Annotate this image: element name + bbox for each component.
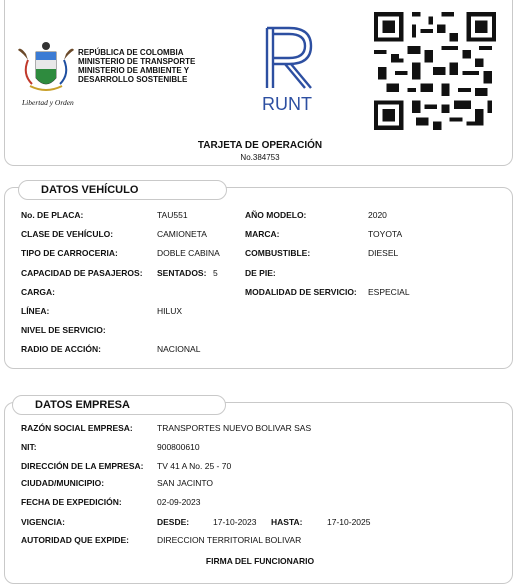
card-title: TARJETA DE OPERACIÓN xyxy=(197,140,323,151)
seated-label: SENTADOS: xyxy=(157,268,207,278)
body-value: DOBLE CABINA xyxy=(157,248,220,258)
gov-line: MINISTERIO DE TRANSPORTE xyxy=(78,57,196,66)
qr-code xyxy=(374,12,496,130)
authority-value: DIRECCION TERRITORIAL BOLIVAR xyxy=(157,535,302,545)
company-section-title: DATOS EMPRESA xyxy=(12,395,226,415)
nit-value: 900800610 xyxy=(157,442,200,452)
fuel-label: COMBUSTIBLE: xyxy=(245,248,311,258)
valid-to-label: HASTA: xyxy=(271,517,303,527)
address-value: TV 41 A No. 25 - 70 xyxy=(157,461,232,471)
validity-label: VIGENCIA: xyxy=(21,517,65,527)
motto-text: Libertad y Orden xyxy=(22,98,74,107)
vehicle-section-title: DATOS VEHÍCULO xyxy=(18,180,227,200)
authority-label: AUTORIDAD QUE EXPIDE: xyxy=(21,535,129,545)
class-label: CLASE DE VEHÍCULO: xyxy=(21,229,114,239)
fuel-value: DIESEL xyxy=(368,248,399,258)
company-name-value: TRANSPORTES NUEVO BOLIVAR SAS xyxy=(157,423,312,433)
city-label: CIUDAD/MUNICIPIO: xyxy=(21,478,105,488)
capacity-label: CAPACIDAD DE PASAJEROS: xyxy=(21,268,143,278)
brand-value: TOYOTA xyxy=(368,229,403,239)
valid-from-label: DESDE: xyxy=(157,517,190,527)
seated-value: 5 xyxy=(213,268,218,278)
plate-value: TAU551 xyxy=(157,210,188,220)
gov-line: REPÚBLICA DE COLOMBIA xyxy=(78,48,184,57)
service-mode-label: MODALIDAD DE SERVICIO: xyxy=(245,287,357,297)
standing-label: DE PIE: xyxy=(245,268,276,278)
card-number: No.384753 xyxy=(240,153,280,162)
model-year-label: AÑO MODELO: xyxy=(245,210,307,220)
line-value: HILUX xyxy=(157,306,183,316)
government-heading xyxy=(78,48,195,84)
cargo-label: CARGA: xyxy=(21,287,55,297)
gov-line: DESARROLLO SOSTENIBLE xyxy=(78,75,188,84)
gov-line: MINISTERIO DE AMBIENTE Y xyxy=(78,66,190,75)
signature-label: FIRMA DEL FUNCIONARIO xyxy=(205,556,315,566)
class-value: CAMIONETA xyxy=(157,229,207,239)
address-label: DIRECCIÓN DE LA EMPRESA: xyxy=(21,461,144,471)
city-value: SAN JACINTO xyxy=(157,478,214,488)
issue-date-label: FECHA DE EXPEDICIÓN: xyxy=(21,497,122,507)
plate-label: No. DE PLACA: xyxy=(21,210,84,220)
service-level-label: NIVEL DE SERVICIO: xyxy=(21,325,106,335)
nit-label: NIT: xyxy=(21,442,37,452)
brand-label: MARCA: xyxy=(245,229,280,239)
body-label: TIPO DE CARROCERIA: xyxy=(21,248,118,258)
company-name-label: RAZÓN SOCIAL EMPRESA: xyxy=(21,423,133,433)
valid-to-value: 17-10-2025 xyxy=(327,517,371,527)
service-mode-value: ESPECIAL xyxy=(368,287,410,297)
colombia-coat-of-arms-icon xyxy=(18,40,74,102)
valid-from-value: 17-10-2023 xyxy=(213,517,257,527)
runt-logo xyxy=(255,24,319,114)
runt-logo-text: RUNT xyxy=(262,94,312,114)
issue-date-value: 02-09-2023 xyxy=(157,497,201,507)
line-label: LÍNEA: xyxy=(21,306,50,316)
model-year-value: 2020 xyxy=(368,210,387,220)
range-value: NACIONAL xyxy=(157,344,201,354)
range-label: RADIO DE ACCIÓN: xyxy=(21,344,101,354)
